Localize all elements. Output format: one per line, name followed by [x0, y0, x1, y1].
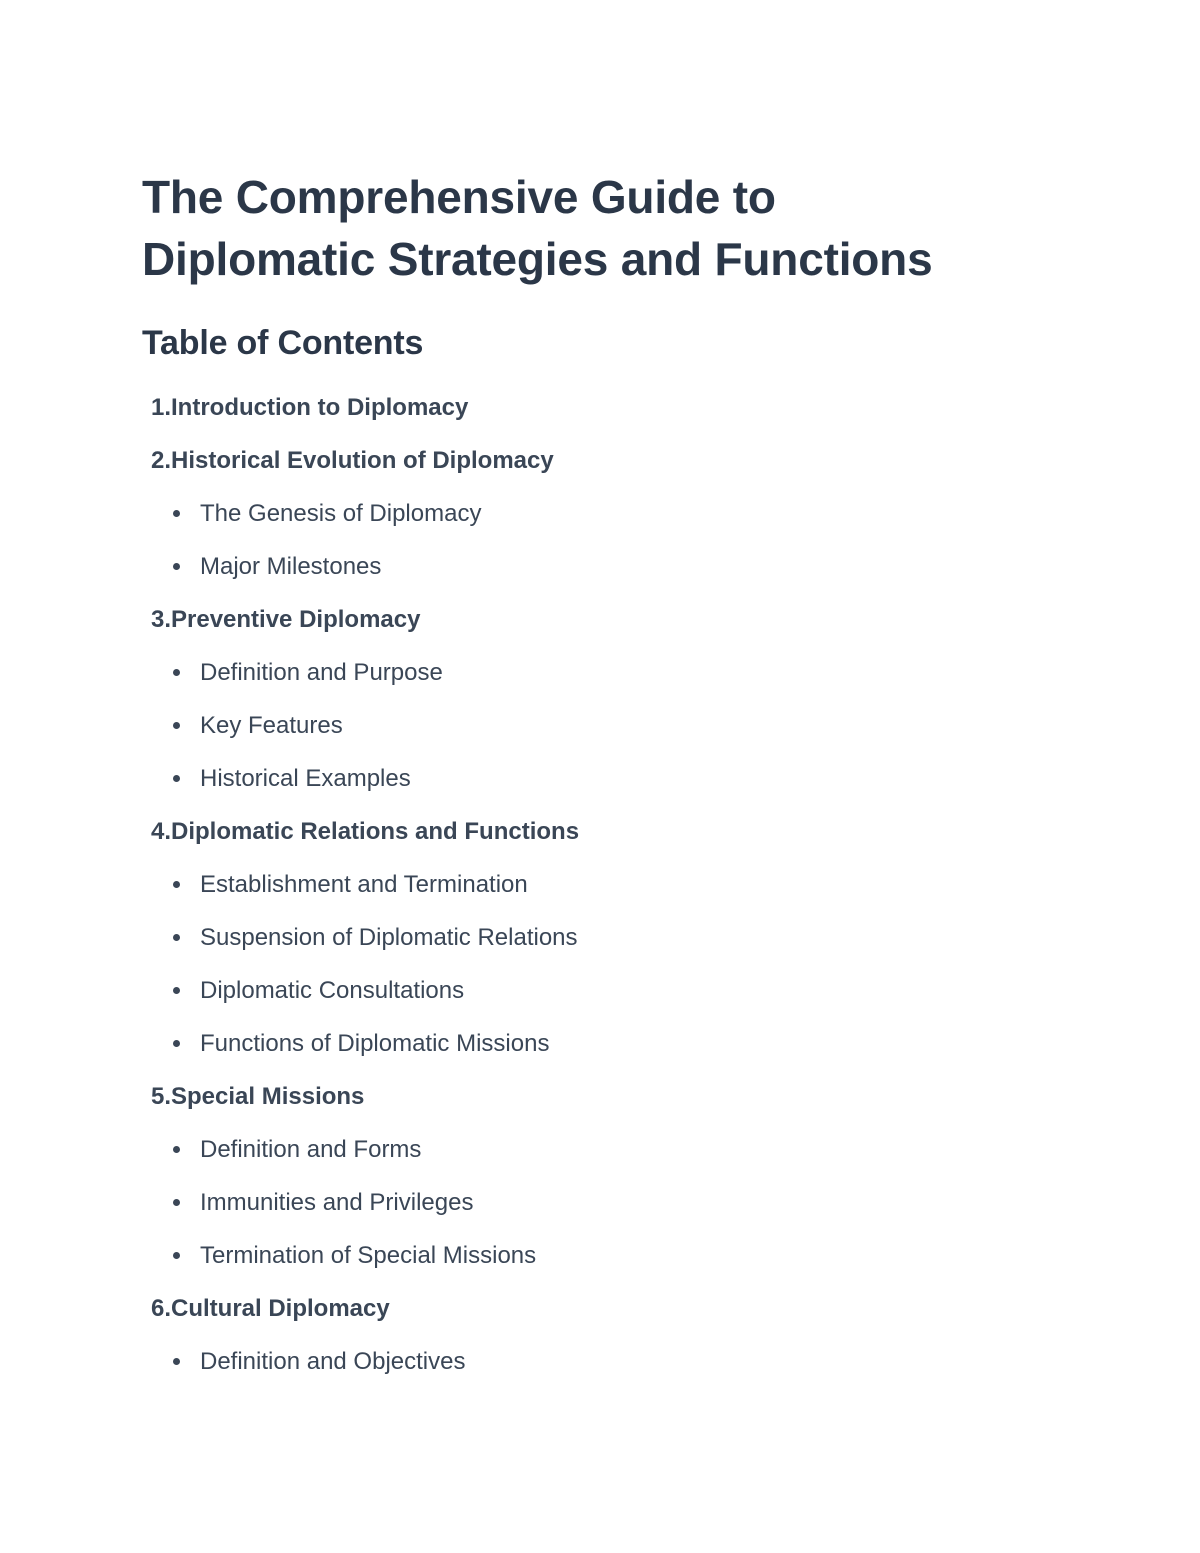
toc-section [142, 394, 1102, 447]
toc-subsection-item[interactable] [142, 1242, 1102, 1295]
toc-subsection-list [142, 500, 1102, 606]
bullet-icon [173, 881, 180, 888]
toc-subsection-list [142, 1348, 1102, 1401]
toc-list [142, 394, 1102, 1401]
toc-section-label: Cultural Diplomacy [171, 1295, 390, 1322]
toc-section-label: Introduction to Diplomacy [171, 394, 469, 421]
toc-section [142, 606, 1102, 818]
bullet-icon [173, 1040, 180, 1047]
toc-subsection-label: Historical Examples [200, 765, 411, 792]
bullet-icon [173, 1146, 180, 1153]
toc-subsection-list [142, 659, 1102, 818]
toc-section-label: Special Missions [171, 1083, 365, 1110]
toc-subsection-item[interactable] [142, 1030, 1102, 1083]
toc-subsection-label: Major Milestones [200, 553, 382, 580]
toc-section [142, 1083, 1102, 1295]
toc-section [142, 818, 1102, 1083]
document-title [142, 166, 1102, 290]
toc-subsection-item[interactable] [142, 1136, 1102, 1189]
toc-subsection-item[interactable] [142, 1189, 1102, 1242]
toc-subsection-item[interactable] [142, 659, 1102, 712]
toc-section-entry[interactable] [142, 1295, 1102, 1348]
toc-subsection-label: Establishment and Termination [200, 871, 528, 898]
bullet-icon [173, 987, 180, 994]
toc-subsection-item[interactable] [142, 712, 1102, 765]
bullet-icon [173, 722, 180, 729]
document-title-line-2: Diplomatic Strategies and Functions [142, 233, 933, 285]
toc-section [142, 1295, 1102, 1401]
bullet-icon [173, 1358, 180, 1365]
toc-section-number: 1. [150, 394, 171, 421]
toc-subsection-label: Key Features [200, 712, 343, 739]
bullet-icon [173, 510, 180, 517]
toc-subsection-list [142, 871, 1102, 1083]
toc-subsection-label: Functions of Diplomatic Missions [200, 1030, 550, 1057]
toc-subsection-item[interactable] [142, 924, 1102, 977]
toc-subsection-label: Diplomatic Consultations [200, 977, 465, 1004]
toc-subsection-label: Definition and Forms [200, 1136, 422, 1163]
toc-subsection-label: Immunities and Privileges [200, 1189, 474, 1216]
bullet-icon [173, 669, 180, 676]
toc-section-number: 2. [150, 447, 171, 474]
toc-subsection-label: Suspension of Diplomatic Relations [200, 924, 578, 951]
toc-section-label: Preventive Diplomacy [171, 606, 421, 633]
toc-section-entry[interactable] [142, 606, 1102, 659]
toc-subsection-list [142, 1136, 1102, 1295]
toc-section-entry[interactable] [142, 818, 1102, 871]
toc-section-entry[interactable] [142, 1083, 1102, 1136]
toc-section-entry[interactable] [142, 447, 1102, 500]
toc-subsection-item[interactable] [142, 871, 1102, 924]
document-page [142, 166, 1102, 1401]
toc-subsection-item[interactable] [142, 500, 1102, 553]
bullet-icon [173, 1199, 180, 1206]
toc-section-entry[interactable] [142, 394, 1102, 447]
document-title-line-1: The Comprehensive Guide to [142, 171, 776, 223]
toc-subsection-item[interactable] [142, 977, 1102, 1030]
bullet-icon [173, 563, 180, 570]
toc-subsection-label: The Genesis of Diplomacy [200, 500, 482, 527]
toc-section-number: 4. [150, 818, 171, 845]
toc-section-number: 5. [150, 1083, 171, 1110]
toc-subsection-item[interactable] [142, 553, 1102, 606]
toc-section [142, 447, 1102, 606]
bullet-icon [173, 775, 180, 782]
toc-subsection-item[interactable] [142, 1348, 1102, 1401]
toc-subsection-label: Definition and Purpose [200, 659, 443, 686]
toc-subsection-label: Termination of Special Missions [200, 1242, 537, 1269]
bullet-icon [173, 1252, 180, 1259]
toc-subsection-item[interactable] [142, 765, 1102, 818]
toc-section-number: 6. [150, 1295, 171, 1322]
toc-subsection-label: Definition and Objectives [200, 1348, 466, 1375]
bullet-icon [173, 934, 180, 941]
toc-section-number: 3. [150, 606, 171, 633]
toc-section-label: Diplomatic Relations and Functions [171, 818, 580, 845]
toc-heading: Table of Contents [142, 324, 424, 362]
toc-section-label: Historical Evolution of Diplomacy [171, 447, 554, 474]
